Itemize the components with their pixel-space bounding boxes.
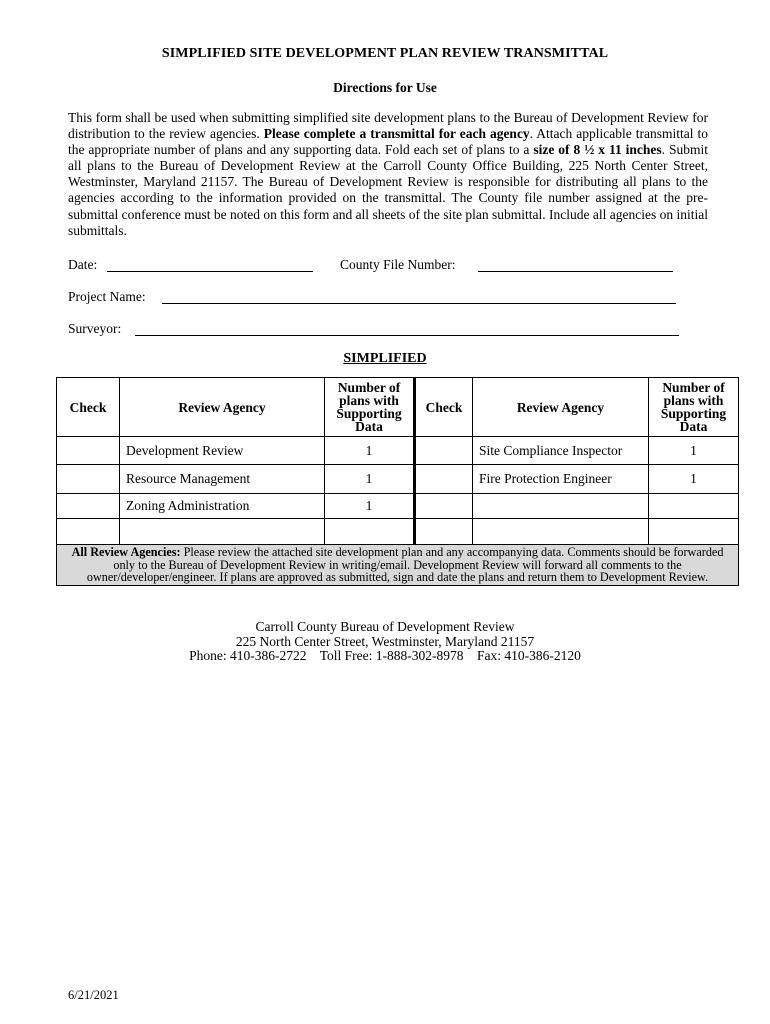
note-text: Please review the attached site development plan and any accompanying data. Comments should be forwarded only to the Bureau of Development Review in writing/email. Development Review will forward all comments to the owner/developer/engineer. If plans are approved as submitted, sign and date the plans and return them to Development Review. <box>86 545 724 584</box>
phone-number: Phone: 410-386-2722 <box>189 648 307 663</box>
plan-count <box>325 519 415 545</box>
plan-count: 1 <box>325 465 415 494</box>
fax-number: Fax: 410-386-2120 <box>477 648 581 663</box>
agency-table <box>56 377 739 586</box>
agency-header: Review Agency <box>473 378 649 437</box>
number-header: Number of plans with Supporting Data <box>325 378 415 437</box>
surveyor-row <box>68 321 708 339</box>
agency-name <box>120 519 325 545</box>
directions-text-2: . Attach applicable transmittal to the appropriate number of plans and any supporting data. Fold each set of plans to a <box>68 126 708 158</box>
agency-header: Review Agency <box>120 378 325 437</box>
date-file-row <box>68 257 708 275</box>
agency-name: Site Compliance Inspector <box>473 437 649 465</box>
plan-count <box>649 519 739 545</box>
agency-name <box>473 494 649 519</box>
agency-name <box>473 519 649 545</box>
note-label: All Review Agencies: <box>71 545 181 559</box>
project-name-row <box>68 289 708 307</box>
table-header-row <box>57 378 739 437</box>
table-row <box>57 437 739 465</box>
directions-paragraph <box>68 110 708 239</box>
directions-heading: Directions for Use <box>333 80 437 95</box>
revision-date: 6/21/2021 <box>68 988 119 1002</box>
table-row <box>57 494 739 519</box>
plan-count: 1 <box>649 465 739 494</box>
number-header: Number of plans with Supporting Data <box>649 378 739 437</box>
county-file-number-field[interactable] <box>478 257 673 272</box>
directions-text-1: This form shall be used when submitting simplified site development plans to the Bureau of Development Review for distribution to the review agencies. <box>68 110 708 142</box>
county-file-number-label: County File Number: <box>340 257 456 272</box>
surveyor-field[interactable] <box>135 321 679 336</box>
table-row <box>57 465 739 494</box>
check-header: Check <box>415 378 473 437</box>
contact-footer <box>0 620 770 664</box>
directions-emphasis-1: Please complete a transmittal for each agency <box>263 126 530 142</box>
plan-count: 1 <box>325 494 415 519</box>
plan-count: 1 <box>649 437 739 465</box>
surveyor-label: Surveyor: <box>68 321 122 336</box>
directions-text-3: . Submit all plans to the Bureau of Development Review at the Carroll County Office Building, 225 North Center Street, Westminster, Maryland 21157. The Bureau of Development Review is responsible for distributing all plans to the agencies according to the information provided on the transmittal. The County file number assigned at the pre-submittal conference must be noted on this form and all sheets of the site plan submittal. Include all agencies on initial submittals. <box>68 142 709 238</box>
form-title: SIMPLIFIED SITE DEVELOPMENT PLAN REVIEW TRANSMITTAL <box>161 46 609 61</box>
check-box[interactable] <box>57 494 120 519</box>
agency-name: Development Review <box>120 437 325 465</box>
agency-name: Resource Management <box>120 465 325 494</box>
plan-count: 1 <box>325 437 415 465</box>
contact-numbers <box>0 649 770 664</box>
check-box[interactable] <box>415 465 473 494</box>
office-address: 225 North Center Street, Westminster, Maryland 21157 <box>235 633 535 649</box>
section-label: SIMPLIFIED <box>343 351 427 366</box>
check-box[interactable] <box>415 437 473 465</box>
check-box[interactable] <box>415 519 473 545</box>
project-name-field[interactable] <box>162 289 676 304</box>
plan-count <box>649 494 739 519</box>
table-row <box>57 519 739 545</box>
check-box[interactable] <box>57 519 120 545</box>
project-name-label: Project Name: <box>68 289 146 304</box>
check-box[interactable] <box>57 465 120 494</box>
review-agencies-note <box>57 545 739 586</box>
note-row <box>57 545 739 586</box>
directions-emphasis-2: size of 8 ½ x 11 inches <box>533 142 662 158</box>
office-name: Carroll County Bureau of Development Review <box>255 619 515 634</box>
agency-name: Fire Protection Engineer <box>473 465 649 494</box>
date-label: Date: <box>68 257 98 272</box>
check-box[interactable] <box>415 494 473 519</box>
date-field[interactable] <box>107 257 313 272</box>
check-header: Check <box>57 378 120 437</box>
agency-name: Zoning Administration <box>120 494 325 519</box>
check-box[interactable] <box>57 437 120 465</box>
toll-free-number: Toll Free: 1-888-302-8978 <box>319 648 464 663</box>
